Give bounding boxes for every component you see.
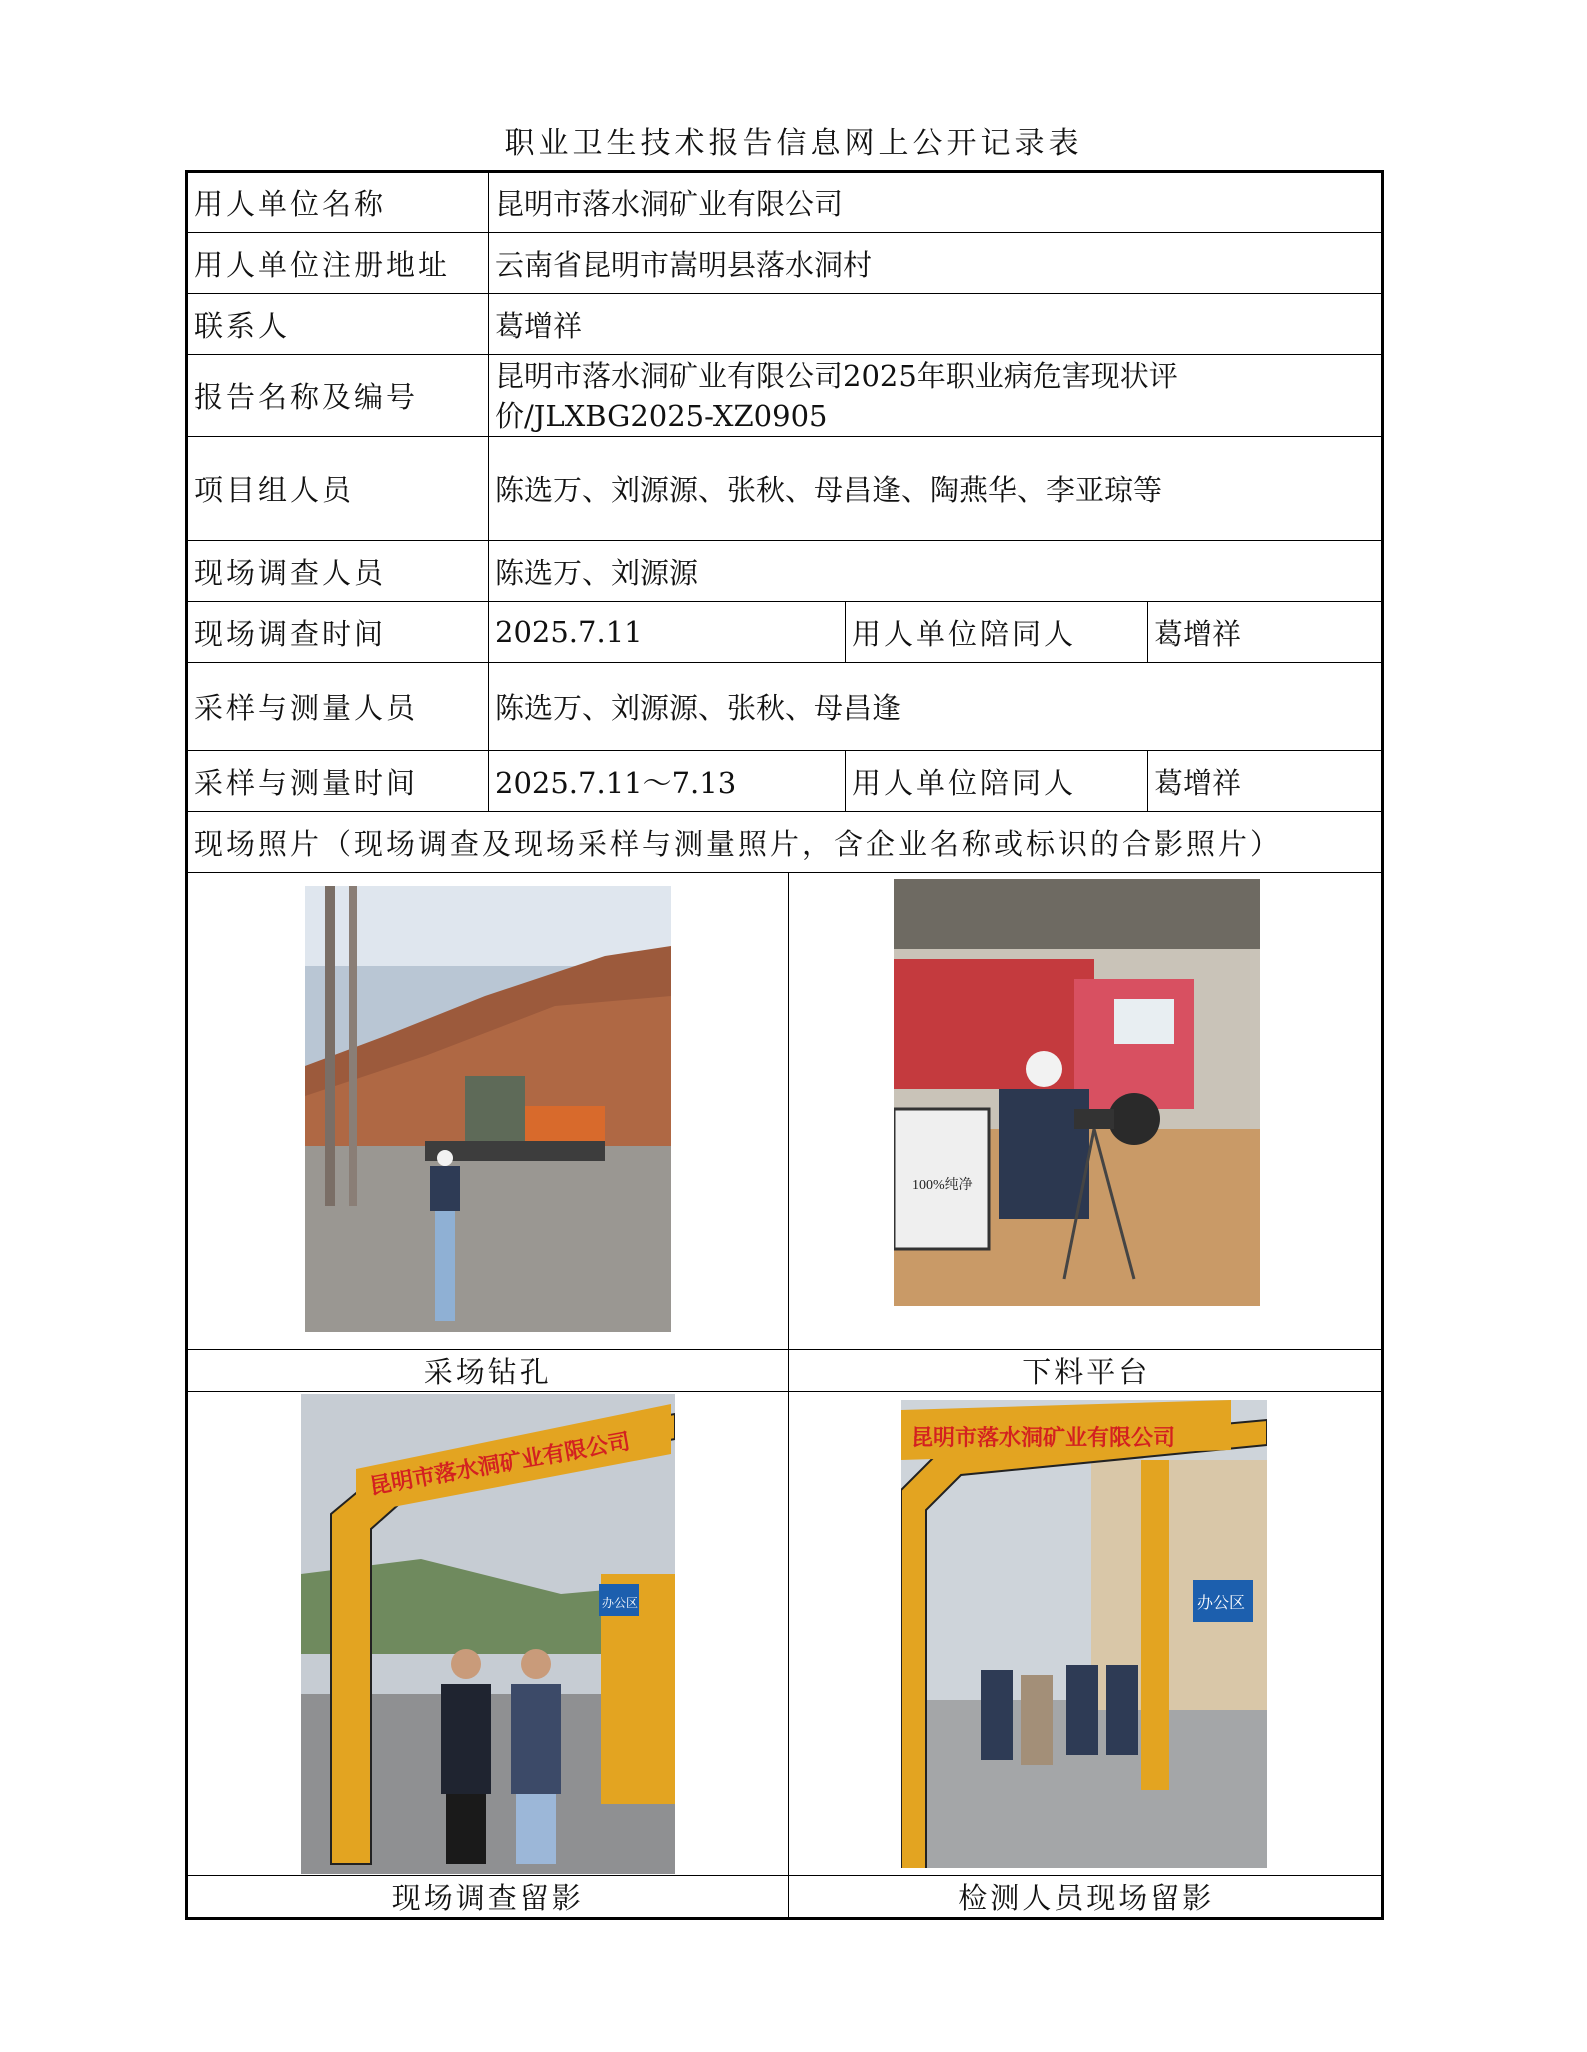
- survey-time-label: 现场调查时间: [187, 602, 489, 663]
- report-value: 昆明市落水洞矿业有限公司2025年职业病危害现状评价/JLXBG2025-XZ0905: [489, 355, 1383, 437]
- sampling-time-value: 2025.7.11～7.13: [489, 751, 846, 812]
- survey-staff-label: 现场调查人员: [187, 541, 489, 602]
- row-contact: [187, 294, 1383, 355]
- row-survey-time: [187, 602, 1383, 663]
- unit-address-value: 云南省昆明市嵩明县落水洞村: [489, 233, 1383, 294]
- survey-companion-value: 葛增祥: [1148, 602, 1383, 663]
- photo-cell-survey: [188, 1391, 788, 1875]
- survey-board-text: 办公区: [602, 1595, 639, 1610]
- row-photos-header: [187, 812, 1383, 873]
- row-sampling-time: [187, 751, 1383, 812]
- row-report: [187, 355, 1383, 437]
- caption-drilling: 采场钻孔: [188, 1349, 788, 1391]
- survey-group-photo: [301, 1394, 675, 1874]
- loading-platform-photo: [894, 879, 1260, 1306]
- inspectors-gate-text: 昆明市落水洞矿业有限公司: [910, 1425, 1175, 1451]
- sampling-staff-label: 采样与测量人员: [187, 663, 489, 751]
- sampling-staff-value: 陈选万、刘源源、张秋、母昌逢: [489, 663, 1383, 751]
- caption-survey: 现场调查留影: [188, 1875, 788, 1917]
- row-survey-staff: [187, 541, 1383, 602]
- contact-label: 联系人: [187, 294, 489, 355]
- contact-value: 葛增祥: [489, 294, 1383, 355]
- unit-name-value: 昆明市落水洞矿业有限公司: [489, 172, 1383, 233]
- team-value: 陈选万、刘源源、张秋、母昌逢、陶燕华、李亚琼等: [489, 437, 1383, 541]
- survey-companion-label: 用人单位陪同人: [846, 602, 1148, 663]
- sampling-time-label: 采样与测量时间: [187, 751, 489, 812]
- row-team: [187, 437, 1383, 541]
- photo-cell-drilling: [188, 873, 788, 1349]
- caption-loading: 下料平台: [788, 1349, 1383, 1391]
- inspectors-group-photo: [901, 1400, 1267, 1868]
- photo-cell-inspectors: [788, 1391, 1383, 1875]
- photos-header: 现场照片（现场调查及现场采样与测量照片，含企业名称或标识的合影照片）: [187, 812, 1383, 873]
- team-label: 项目组人员: [187, 437, 489, 541]
- report-label: 报告名称及编号: [187, 355, 489, 437]
- record-form: [185, 170, 1384, 1920]
- survey-gate-text: 昆明市落水洞矿业有限公司: [367, 1428, 633, 1500]
- drilling-photo: [305, 886, 671, 1332]
- inspectors-board-text: 办公区: [1196, 1592, 1245, 1612]
- row-sampling-staff: [187, 663, 1383, 751]
- page-title: 职业卫生技术报告信息网上公开记录表: [504, 126, 1083, 161]
- caption-inspectors: 检测人员现场留影: [788, 1875, 1383, 1917]
- photo-cell-loading: [788, 873, 1383, 1349]
- photos-area: [187, 873, 1383, 1919]
- unit-name-label: 用人单位名称: [187, 172, 489, 233]
- unit-address-label: 用人单位注册地址: [187, 233, 489, 294]
- sampling-companion-value: 葛增祥: [1148, 751, 1383, 812]
- loading-sign-text: 100%纯净: [911, 1178, 973, 1193]
- row-unit-name: [187, 172, 1383, 233]
- row-unit-address: [187, 233, 1383, 294]
- survey-staff-value: 陈选万、刘源源: [489, 541, 1383, 602]
- photo-grid: [188, 873, 1383, 1917]
- survey-time-value: 2025.7.11: [489, 602, 846, 663]
- sampling-companion-label: 用人单位陪同人: [846, 751, 1148, 812]
- row-photos: [187, 873, 1383, 1919]
